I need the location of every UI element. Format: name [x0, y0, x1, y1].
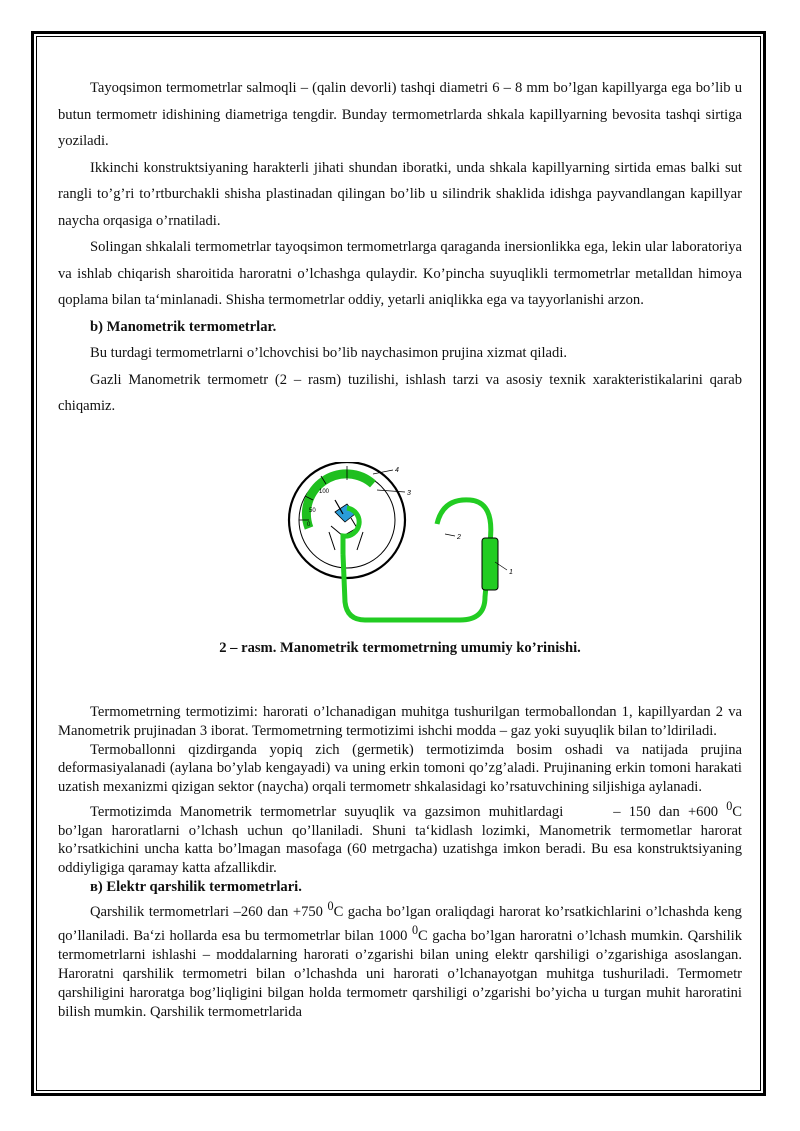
- degree-sup-2: 0: [411, 923, 419, 938]
- paragraph-scale-thermometers: Solingan shkalali termometrlar tayoqsimon termometrlarga qaraganda inersionlikka ega, lekin ular laboratoriya va ishlab chiqarish sharoitida haroratni o’lchashga qulaydir. Ko’pincha suyuqlikli termometrlar metalldan himoya qoplama bilan ta‘minlanadi. Shisha termometrlar oddiy, yetarli aniqlikka ega va tayyorlanishi arzon.: [58, 239, 742, 308]
- paragraph-spring: Bu turdagi termometrlarni o’lchovchisi bo’lib naychasimon prujina xizmat qiladi.: [90, 345, 568, 361]
- heading-manometric: b) Manometrik termometrlar.: [90, 318, 277, 335]
- range-text-before: Termotizimda Manometrik termometrlar suyuqlik va gazsimon muhitlardagi: [90, 803, 564, 820]
- callout-4: 4: [395, 467, 399, 474]
- scale-label-0: 0: [307, 522, 311, 528]
- paragraph-heating: Termoballonni qizdirganda yopiq zich (germetik) termotizimda bosim oshadi va natijada prujina deformasiyalanadi (aylana bo’ylab kengayadi) va uning erkin tomoni qo’zg’aladi. Prujinaning erkin tomoni harakati uzatish mexanizmi qizigan sektor (naycha) orqali termometr shkalasidagi ko’rsatuvchining siljishiga aylanadi.: [58, 741, 742, 796]
- degree-sup-1: 0: [327, 898, 334, 913]
- degree-sup: 0: [726, 798, 733, 813]
- resistance-text-1: Qarshilik termometrlari –260 dan +750: [90, 903, 323, 920]
- callout-3: 3: [407, 490, 411, 497]
- paragraph-termosystem: Termometrning termotizimi: harorati o’lchanadigan muhitga tushurilgan termoballondan 1, kapillyardan 2 va Manometrik prujinadan 3 iborat. Termometrning termotizimi ishchi modda – gaz yoki suyuqlik bilan to’ldiriladi.: [58, 704, 742, 739]
- callout-1: 1: [509, 569, 513, 576]
- thermoballoon: [482, 538, 498, 590]
- paragraph-second-construction: Ikkinchi konstruktsiyaning harakterli jihati shundan iboratki, unda shkala kapillyarning sirtida emas balki sut rangli to’g’ri to’rtburchakli shisha plastinadan qilingan bo’lib u silindrik shaklida idishga payvandlangan kapillyar naycha orqasiga o’rnatiladi.: [58, 159, 742, 229]
- heading-electric-resistance: в) Elektr qarshilik termometrlari.: [90, 879, 302, 896]
- text-top: [58, 75, 742, 420]
- text-bottom: [58, 703, 742, 1021]
- resistance-text-2: C gacha bo’lgan oraliqdagi harorat ko’rsatkichlarini o’lchashda keng qo’llaniladi. Ba‘zi hollarda esa bu termometrlar bilan 1000: [58, 903, 742, 945]
- paragraph-resistance: [58, 897, 742, 1022]
- manometric-thermometer-figure: [285, 462, 525, 632]
- range-text-after: C bo’lgan haroratlarni o’lchash uchun qo’llaniladi. Shuni ta‘kidlash lozimki, Manometrik termometlar harorat ko’rsatkichini uncha katta bo’lmagan masofaga (60 metrgacha) uzatishga imkon beradi. Bu esa konstruktsiyaning oddiyligiga qaramay katta afzallikdir.: [58, 803, 743, 877]
- range-value: – 150 dan +600: [613, 803, 719, 820]
- paragraph-rod-thermometers: Tayoqsimon termometrlar salmoqli – (qalin devorli) tashqi diametri 6 – 8 mm bo’lgan kapillyarga ega bo’lib u butun termometr idishining diametriga tengdir. Bunday termometrlarda shkala kapillyarning bevosita tashqi sirtiga yoziladi.: [58, 80, 742, 149]
- figure-caption: 2 – rasm. Manometrik termometrning umumiy ko’rinishi.: [219, 640, 581, 656]
- paragraph-gas-manometric: Gazli Manometrik termometr (2 – rasm) tuzilishi, ishlash tarzi va asosiy texnik xarakteristikalarini qarab chiqamiz.: [58, 371, 742, 414]
- paragraph-range: [58, 797, 742, 878]
- callout-2: 2: [457, 534, 461, 541]
- resistance-text-3: C gacha bo’lgan haroratni o’lchash mumkin. Qarshilik termometrlarni ishlashi – moddalarning harorati o’zgarishi bilan uning elektr qarshiligi o’zgarishiga asoslangan. Haroratni qarshilik termometri bilan o’lchashda uni harorati o’lchanayotgan muhitga tushuriladi. Termometr qarshiligini haroratga bog’liqligini bilgan holda termometr qarshiligi o’zgarishi bo’yicha u turgan muhit haroratini bilish mumkin. Qarshilik termometrlarida: [58, 928, 742, 1020]
- scale-label-100: 100: [319, 489, 330, 495]
- scale-label-50: 50: [309, 508, 316, 514]
